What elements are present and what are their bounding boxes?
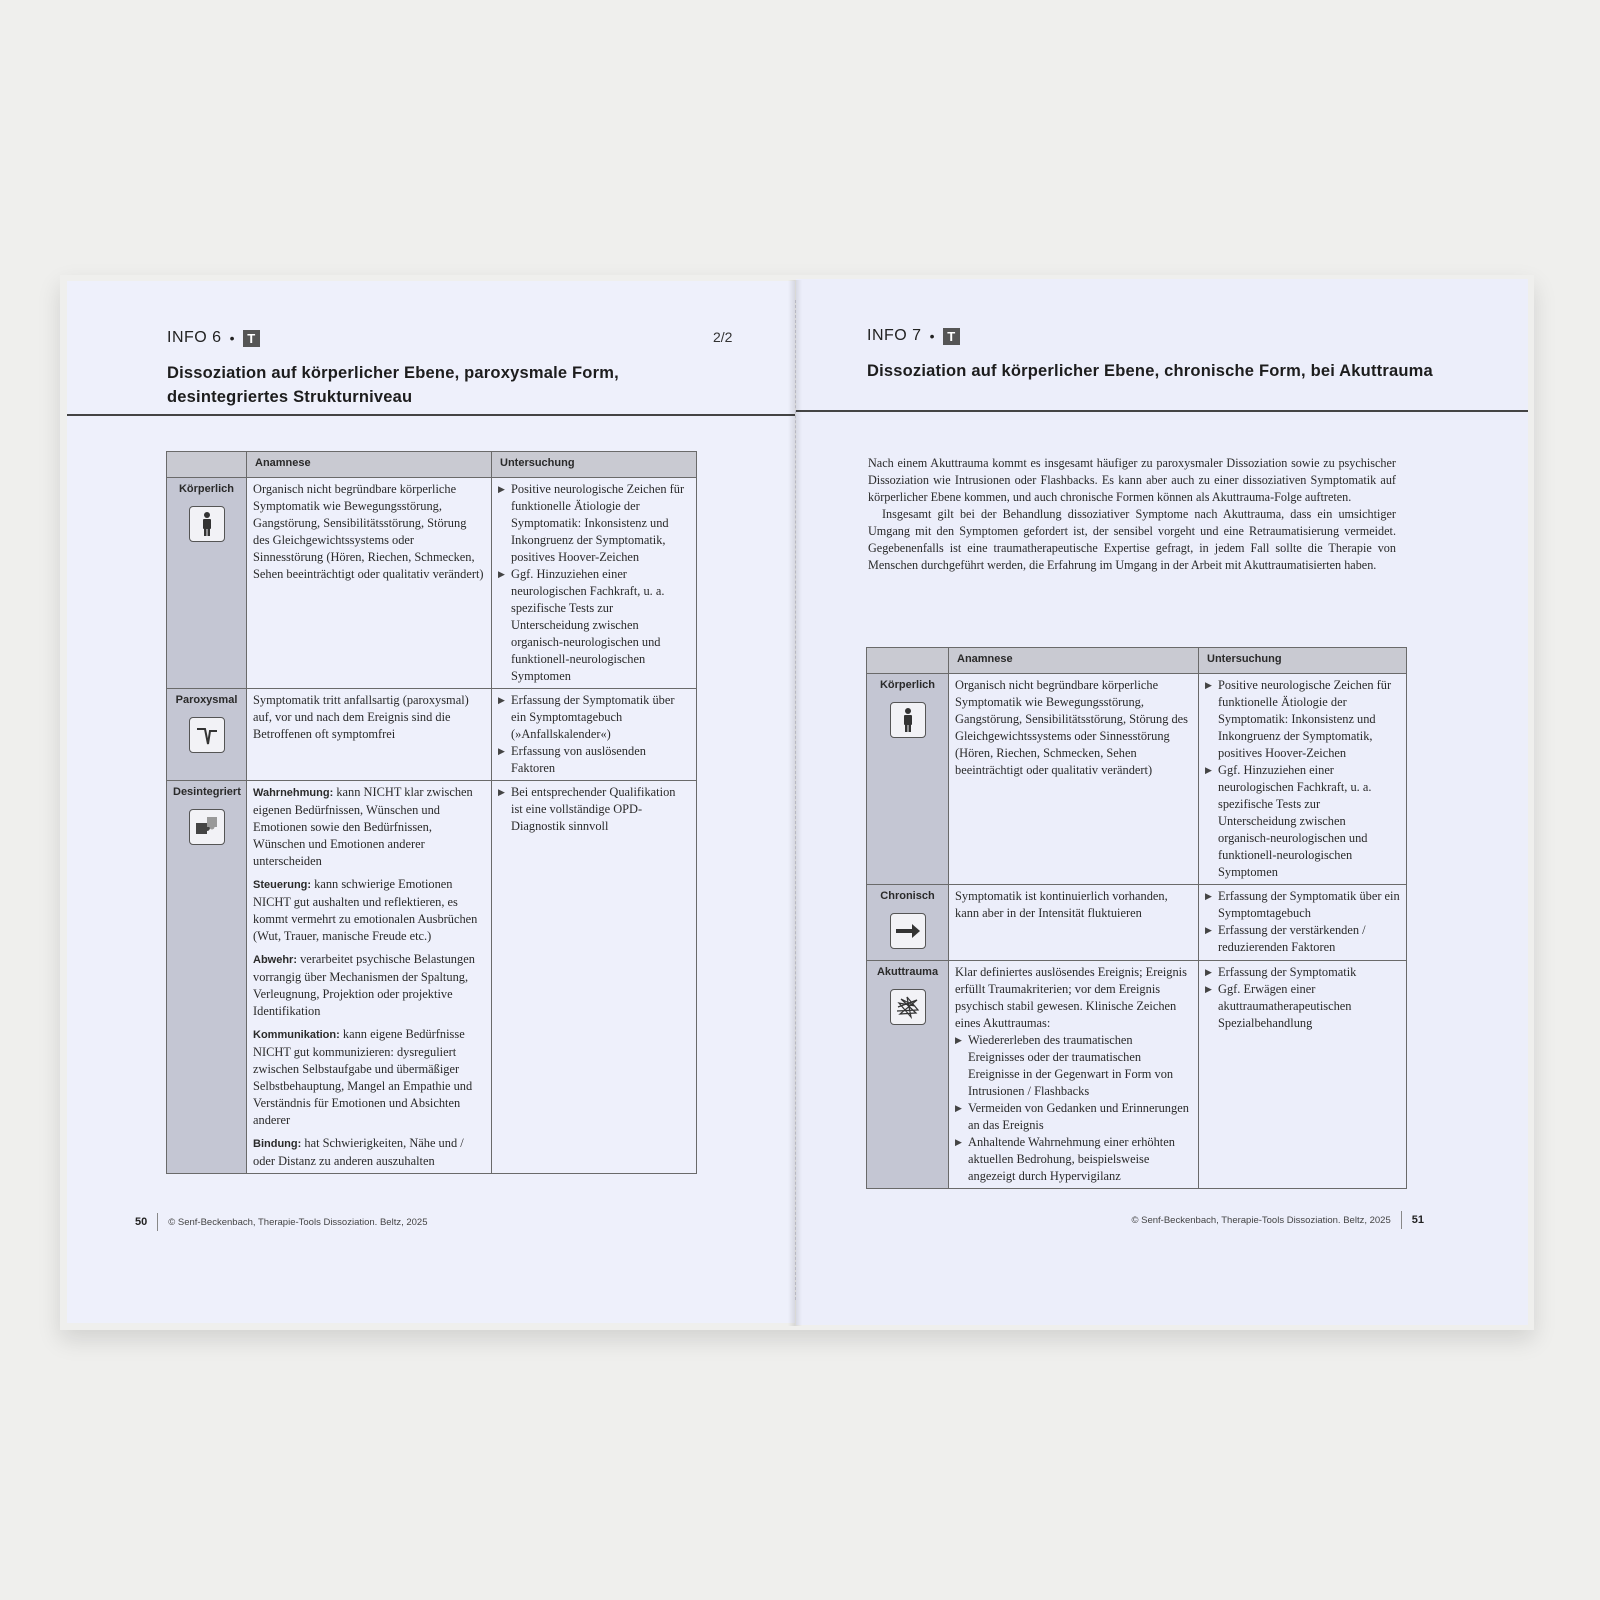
row-label: Chronisch [880,890,935,902]
standing-person-icon [890,702,926,738]
anamnese-text: Klar definiertes auslösendes Ereignis; Ereignis erfüllt Traumakriterien; vor dem Ereignis psychisch stabil gewesen. Klinische Zeichen eines Akuttraumas: [955,965,1187,1030]
row-label: Körperlich [879,679,935,691]
right-page-number: 51 [1411,1214,1424,1226]
untersuchung-cell [1199,674,1407,885]
list-item: ▶ Positive neurologische Zeichen für funktionelle Ätiologie der Symptomatik: Inkonsistenz und Inkongruenz der Symptomatik, positives Hoover-Zeichen [498,481,690,566]
list-item: ▶ Anhaltende Wahrnehmung einer erhöhten aktuellen Bedrohung, beispielsweise angezeigt durch Hypervigilanz [955,1134,1192,1185]
list-item: ▶ Bei entsprechender Qualifikation ist eine vollständige OPD-Diagnostik sinnvoll [498,784,690,835]
anamnese-cell: Organisch nicht begründbare körperliche Symptomatik wie Bewegungsstörung, Gangstörung, Sensibilitätsstörung, Störung des Gleichgewichtssystems oder Sinnesstörung (Hören, Riechen, Schmecken, Sehen beeinträchtigt oder qualitativ verändert) [247,478,492,689]
untersuchung-cell [492,478,697,689]
right-page [796,279,1528,1325]
left-bullet: • [229,330,235,346]
footer-divider [1401,1211,1402,1229]
spike-curve-icon [189,717,225,753]
table-row [867,961,1407,1189]
right-info-number: INFO 7 [867,327,922,344]
right-header-rule [796,410,1528,412]
left-header [167,329,755,409]
right-footer-copyright: © Senf-Beckenbach, Therapie-Tools Dissoziation. Beltz, 2025 [1131,1214,1391,1226]
term: Steuerung: [253,879,312,891]
left-page-number: 50 [135,1216,148,1228]
untersuchung-cell [1199,961,1407,1189]
row-label: Paroxysmal [175,694,238,706]
right-footer [1132,1211,1425,1229]
paragraph [253,951,485,1020]
right-arrow-icon [890,913,926,949]
table-header-anamnese: Anamnese [949,648,1199,674]
table-row [167,781,697,1174]
scribble-chaos-icon [890,989,926,1025]
right-intro-text [868,455,1396,574]
list-item: ▶ Ggf. Hinzuziehen einer neurologischen Fachkraft, u. a. spezifische Tests zur Unterscheidung zwischen organisch-neurologischen und funktionell-neurologischen Symptomen [1205,762,1400,881]
left-page-title [167,361,755,409]
paragraph [253,1135,485,1170]
table-header-anamnese: Anamnese [247,452,492,478]
list-item: ▶ Vermeiden von Gedanken und Erinnerungen an das Ereignis [955,1100,1192,1134]
row-head-koerperlich [867,674,949,885]
untersuchung-cell [492,689,697,781]
anamnese-cell [949,961,1199,1189]
list-item: ▶ Erfassung von auslösenden Faktoren [498,743,690,777]
term: Abwehr: [253,954,297,966]
left-tool-badge: T [243,330,260,347]
term-text: hat Schwierigkeiten, Nähe und / oder Distanz zu anderen auszuhalten [253,1136,464,1168]
right-header [867,327,1488,383]
table-header-blank [167,452,247,478]
table-header-blank [867,648,949,674]
list-item: ▶ Positive neurologische Zeichen für funktionelle Ätiologie der Symptomatik: Inkonsistenz und Inkongruenz der Symptomatik, positives Hoover-Zeichen [1205,677,1400,762]
left-info-number: INFO 6 [167,329,222,346]
list-item: ▶ Wiedererleben des traumatischen Ereignisses oder der traumatischen Ereignisse in der Gegenwart in Form von Intrusionen / Flashbacks [955,1032,1192,1100]
table-row [867,674,1407,885]
table-row [167,689,697,781]
list-item: ▶ Ggf. Erwägen einer akuttraumatherapeutischen Spezialbehandlung [1205,981,1400,1032]
row-label: Desintegriert [173,786,241,798]
paragraph [253,876,485,945]
right-info-table [866,647,1407,1189]
term-text: kann eigene Bedürfnisse NICHT gut kommunizieren: dysreguliert zwischen Selbstaufgabe und übermäßiger Selbstbehauptung, Mangel an Empathie und Verständnis für Emotionen und Absichten anderer [253,1027,473,1127]
row-label: Körperlich [178,483,234,495]
paragraph [253,784,485,870]
right-page-title: Dissoziation auf körperlicher Ebene, chronische Form, bei Akuttrauma [867,362,1433,380]
left-page-indicator: 2/2 [713,329,733,345]
right-info-label [867,327,1488,345]
paragraph [253,1026,485,1129]
left-info-label [167,329,755,347]
row-head-desintegriert [167,781,247,1174]
left-title-line1: Dissoziation auf körperlicher Ebene, paroxysmale Form, [167,364,619,382]
row-head-chronisch [867,885,949,961]
binding-stitch [795,300,796,1300]
table-row [867,885,1407,961]
untersuchung-cell [1199,885,1407,961]
list-item: ▶ Erfassung der Symptomatik über ein Symptomtagebuch [1205,888,1400,922]
right-bullet: • [929,328,935,344]
table-header-untersuchung: Untersuchung [492,452,697,478]
term: Wahrnehmung: [253,787,334,799]
anamnese-cell: Symptomatik ist kontinuierlich vorhanden, kann aber in der Intensität fluktuieren [949,885,1199,961]
intro-paragraph-2: Insgesamt gilt bei der Behandlung dissoziativer Symptome nach Akuttrauma, dass ein umsichtiger Umgang mit den Symptomen gefordert ist, der sensibel vorgeht und eine Retraumatisierung vermeidet. Gegebenenfalls ist eine traumatherapeutische Expertise gefragt, in jedem Fall sollte die Therapie von Menschen durchgeführt werden, die Erfahrung im Umgang in der Arbeit mit Akuttraumatisierten haben. [868,507,1396,572]
right-tool-badge: T [943,328,960,345]
anamnese-cell: Organisch nicht begründbare körperliche Symptomatik wie Bewegungsstörung, Gangstörung, Sensibilitätsstörung, Störung des Gleichgewichtssystems oder Sinnesstörung (Hören, Riechen, Schmecken, Sehen beeinträchtigt oder qualitativ verändert) [949,674,1199,885]
term-text: kann schwierige Emotionen NICHT gut aushalten und reflektieren, es kommt vermehrt zu emotionalen Ausbrüchen (Wut, Trauer, manische Freude etc.) [253,877,478,943]
anamnese-cell [247,781,492,1174]
intro-paragraph-1: Nach einem Akuttrauma kommt es insgesamt häufiger zu paroxysmaler Dissoziation sowie zu psychischer Dissoziation wie Intrusionen oder Flashbacks. Es kann aber auch zu einer dissoziativen Symptomatik auf körperlicher Ebene kommen, und auch chronische Formen können als Akuttrauma-Folge auftreten. [868,456,1396,504]
table-header-untersuchung: Untersuchung [1199,648,1407,674]
table-header-row [167,452,697,478]
left-footer [135,1213,428,1231]
term-text: kann NICHT klar zwischen eigenen Bedürfnissen, Wünschen und Emotionen sowie den Bedürfnissen, Wünschen und Emotionen anderer unterscheiden [253,785,473,868]
standing-person-icon [189,506,225,542]
left-page [67,281,795,1323]
term: Kommunikation: [253,1029,340,1041]
left-header-rule [67,414,795,416]
left-info-table [166,451,697,1174]
left-title-line2: desintegriertes Strukturniveau [167,388,413,406]
untersuchung-cell [492,781,697,1174]
table-header-row [867,648,1407,674]
list-item: ▶ Erfassung der verstärkenden / reduzierenden Faktoren [1205,922,1400,956]
left-footer-copyright: © Senf-Beckenbach, Therapie-Tools Dissoziation. Beltz, 2025 [168,1216,428,1228]
row-head-akuttrauma [867,961,949,1189]
row-label: Akuttrauma [876,966,939,978]
row-head-paroxysmal [167,689,247,781]
term: Bindung: [253,1138,302,1150]
footer-divider [157,1213,158,1231]
list-item: ▶ Erfassung der Symptomatik [1205,964,1400,981]
list-item: ▶ Ggf. Hinzuziehen einer neurologischen Fachkraft, u. a. spezifische Tests zur Unterscheidung zwischen organisch-neurologischen und funktionell-neurologischen Symptomen [498,566,690,685]
table-row [167,478,697,689]
puzzle-pieces-icon [189,809,225,845]
anamnese-cell: Symptomatik tritt anfallsartig (paroxysmal) auf, vor und nach dem Ereignis sind die Betroffenen oft symptomfrei [247,689,492,781]
term-text: verarbeitet psychische Belastungen vorrangig über Mechanismen der Spaltung, Verleugnung, Projektion oder projektive Identifikation [253,952,475,1018]
list-item: ▶ Erfassung der Symptomatik über ein Symptomtagebuch (»Anfallskalender«) [498,692,690,743]
row-head-koerperlich [167,478,247,689]
